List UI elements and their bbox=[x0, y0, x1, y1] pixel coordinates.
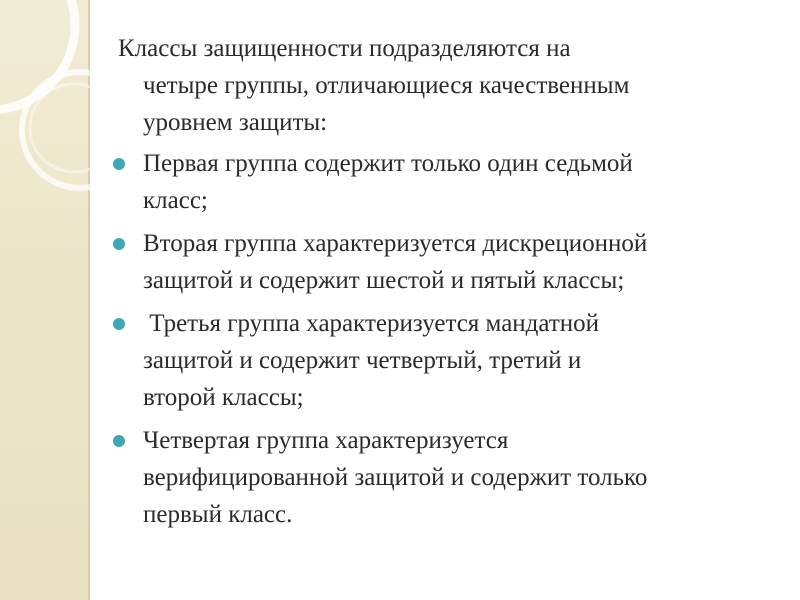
bullet-dot-icon bbox=[113, 435, 125, 447]
bullet-item bbox=[104, 225, 780, 299]
bullet-line: первый класс. bbox=[143, 501, 293, 528]
slide-body bbox=[104, 30, 780, 539]
bullet-line: верифицированной защитой и содержит только bbox=[143, 464, 648, 491]
bullet-line: Первая группа содержит только один седьмой bbox=[143, 150, 633, 177]
bullet-item bbox=[104, 422, 780, 533]
bullet-line: второй классы; bbox=[143, 384, 304, 411]
bullet-line: защитой и содержит четвертый, третий и bbox=[143, 347, 582, 374]
bullet-line: класс; bbox=[143, 187, 208, 214]
bullet-line: Вторая группа характеризуется дискреционной bbox=[143, 230, 648, 257]
bullet-dot-icon bbox=[113, 238, 125, 250]
bullet-line: Четвертая группа характеризуется bbox=[143, 427, 509, 454]
bullet-item bbox=[104, 145, 780, 219]
intro-line: четыре группы, отличающиеся качественным bbox=[143, 72, 630, 99]
intro-line: Классы защищенности подразделяются на bbox=[118, 35, 571, 62]
bullet-line: защитой и содержит шестой и пятый классы; bbox=[143, 267, 625, 294]
bullet-line: Третья группа характеризуется мандатной bbox=[143, 310, 600, 337]
bullet-dot-icon bbox=[113, 318, 125, 330]
bullet-list bbox=[104, 145, 780, 533]
intro-paragraph bbox=[104, 30, 780, 141]
intro-line: уровнем защиты: bbox=[143, 109, 328, 136]
bullet-item bbox=[104, 305, 780, 416]
bullet-dot-icon bbox=[113, 158, 125, 170]
